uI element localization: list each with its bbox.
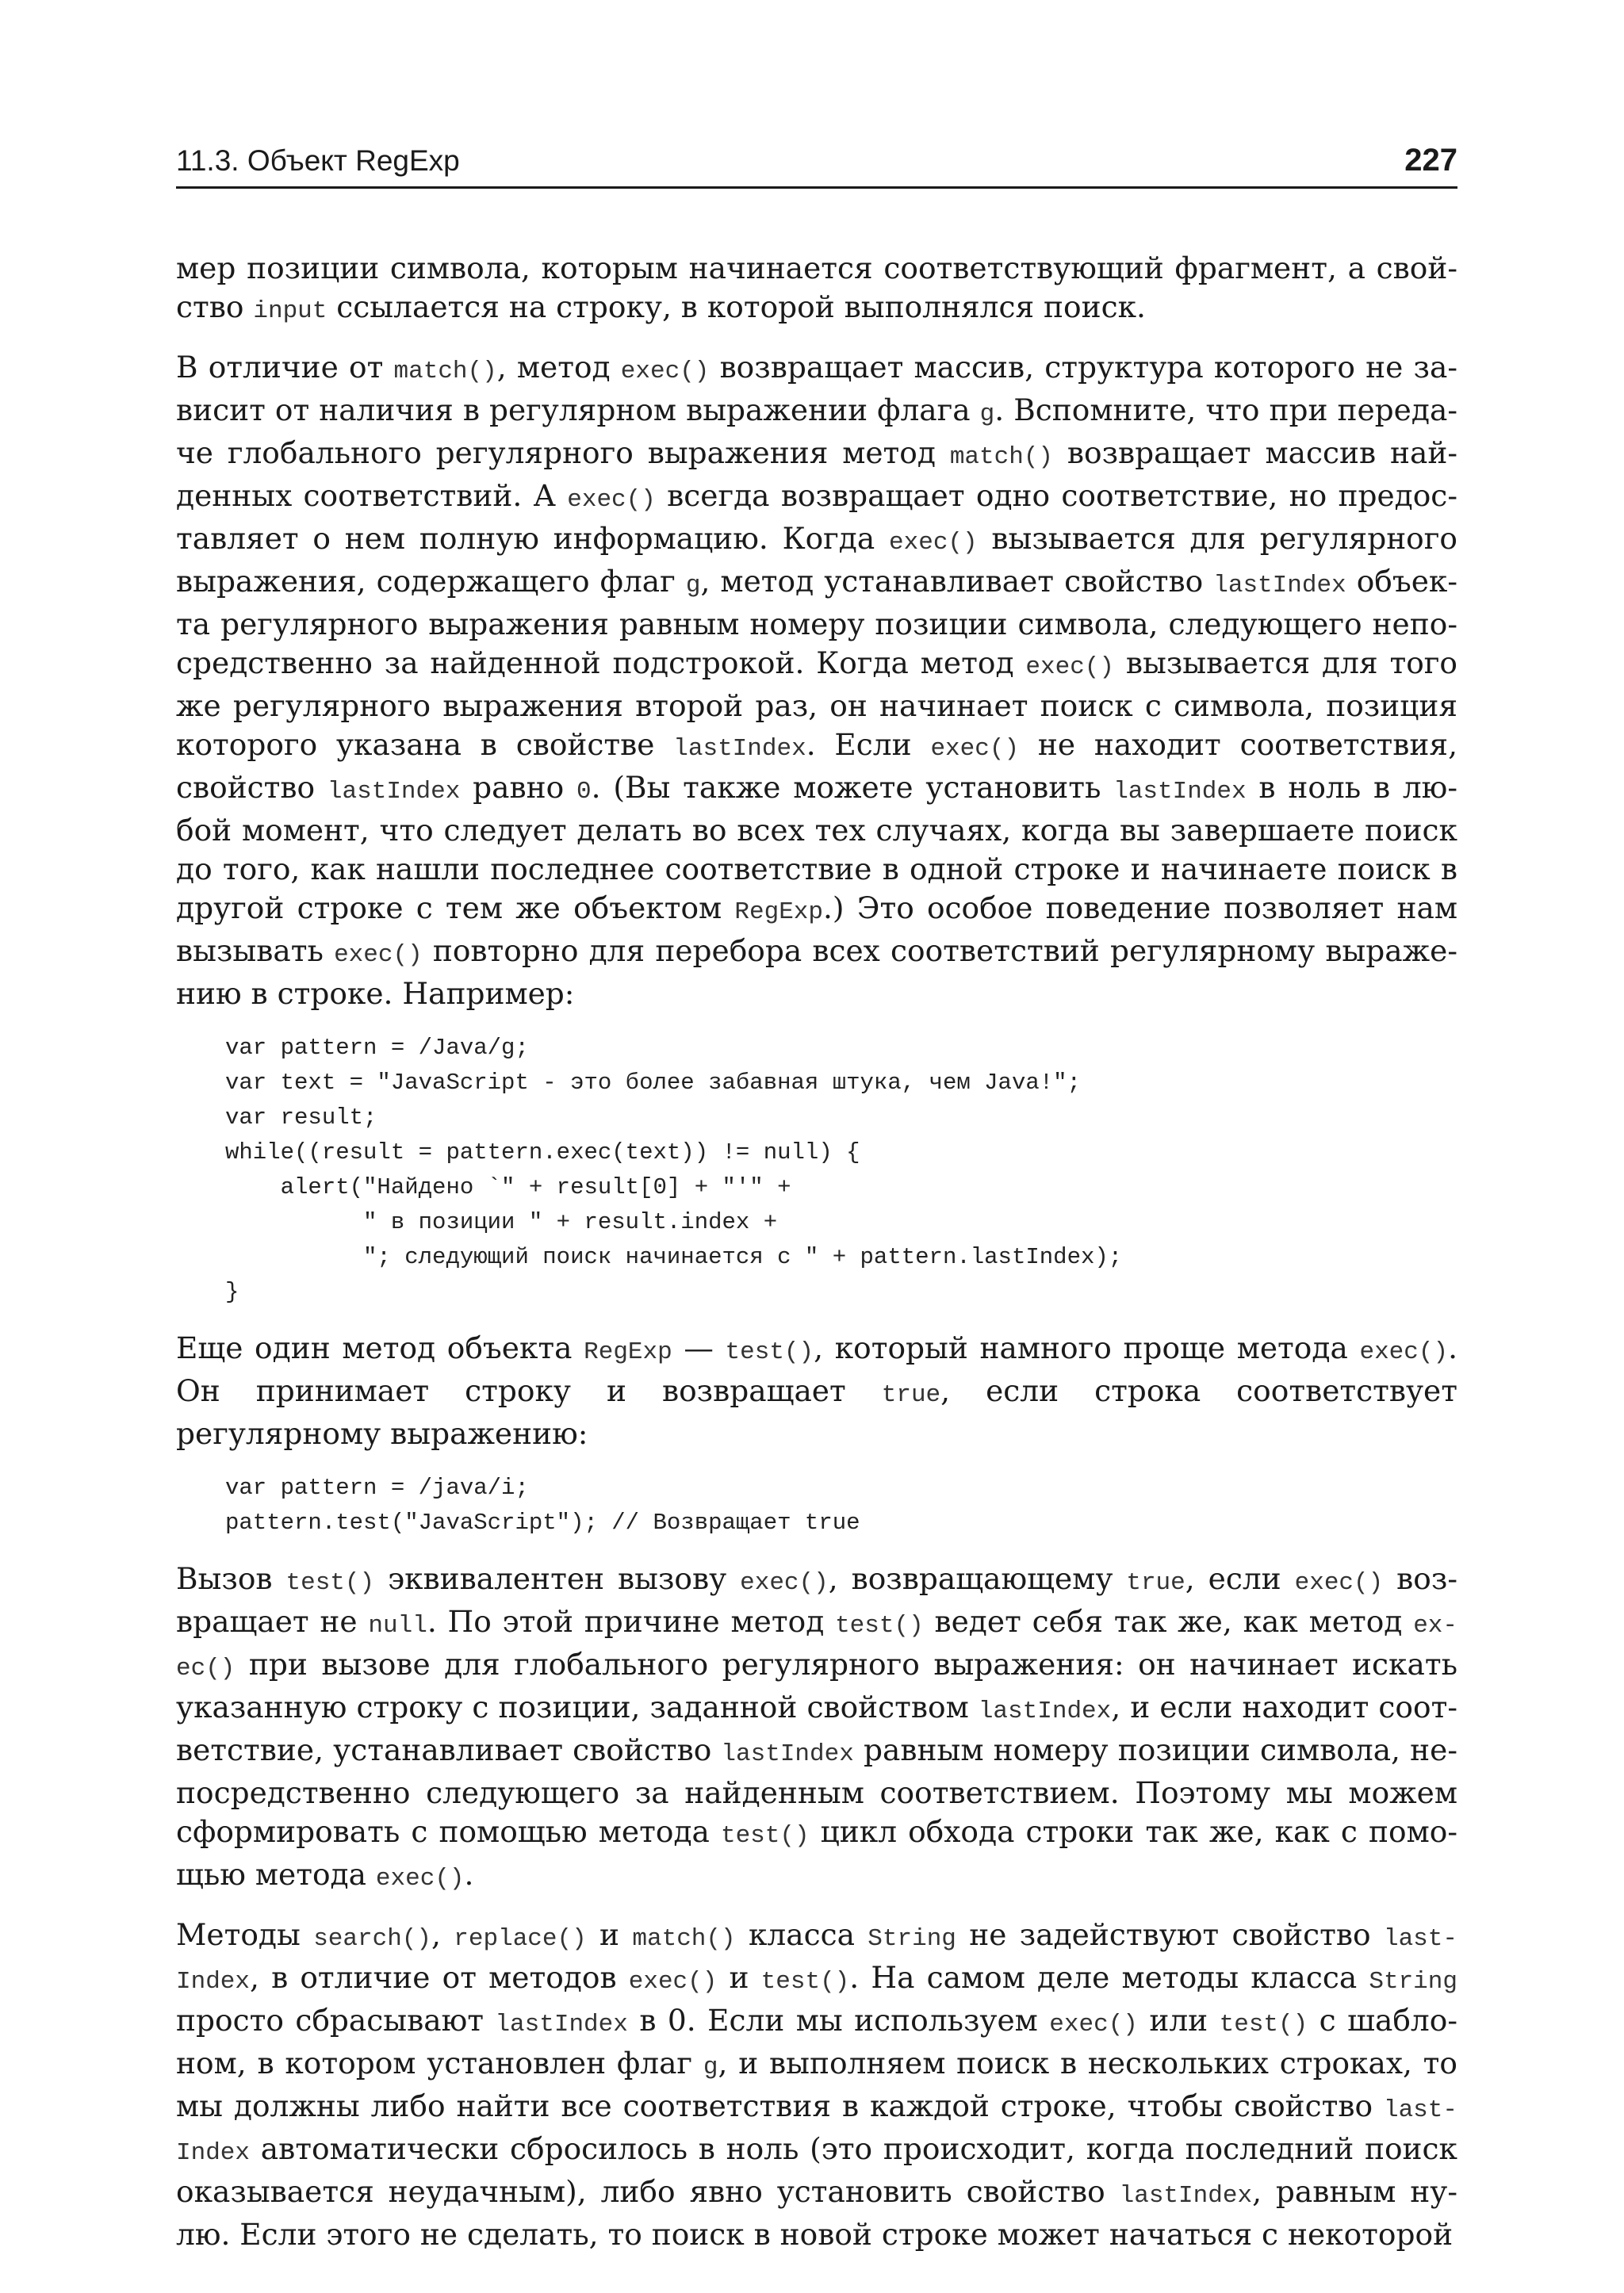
inline-code: true	[881, 1381, 941, 1409]
inline-code: exec()	[930, 735, 1020, 763]
inline-code: g	[685, 572, 701, 599]
inline-code: test()	[285, 1569, 375, 1597]
text-run: .) Это особое поведение позволяет нам вызывать	[176, 890, 1457, 968]
text-run: повторно для перебора всех соответствий регулярному выражению в строке. Например:	[176, 933, 1457, 1011]
text-run: , если строка соответствует регулярному выражению:	[176, 1373, 1457, 1451]
inline-code: input	[253, 297, 327, 325]
text-run: всегда возвращает одно соответствие, но предоставляет о нем полную информацию. Когда	[176, 478, 1457, 556]
inline-code: lastIndex	[176, 2096, 1457, 2167]
text-run: возвращает массив, структура которого не зависит от наличия в регулярном выражении флага	[176, 350, 1457, 427]
text-run: . Если	[806, 727, 931, 762]
text-run: не задействуют свойство	[956, 1917, 1384, 1952]
running-header	[176, 143, 1457, 189]
inline-code: exec()	[889, 529, 978, 557]
text-run: мер позиции символа, которым начинается соответствующий фрагмент, а свойство	[176, 251, 1457, 324]
text-run: Еще один метод объекта	[176, 1330, 584, 1365]
inline-code: lastIndex	[1119, 2182, 1253, 2210]
text-run: в ноль в любой момент, что следует делать во всех тех случаях, когда вы завершаете поиск до того, как нашли последнее соответствие в одной строке и начинаете поиск в другой строке с тем же объектом	[176, 770, 1457, 925]
inline-code: test()	[1219, 2011, 1308, 2038]
text-run: ведет себя так же, как метод	[923, 1604, 1414, 1639]
paragraph-test-method	[176, 1329, 1457, 1453]
text-run: Методы	[176, 1917, 314, 1952]
text-run: —	[672, 1330, 726, 1365]
text-run: возвращает не	[176, 1561, 1457, 1639]
inline-code: test()	[725, 1338, 814, 1366]
paragraph-continuation	[176, 249, 1457, 331]
inline-code: match()	[632, 1925, 736, 1953]
inline-code: lastIndex	[176, 1925, 1457, 1996]
text-run: , если	[1185, 1561, 1295, 1596]
text-run: , метод устанавливает свойство	[700, 564, 1214, 599]
inline-code: true	[1126, 1569, 1185, 1597]
text-run: цикл обхода строки так же, как с помощью метода	[176, 1814, 1457, 1892]
inline-code: lastIndex	[721, 1740, 854, 1768]
text-run: в 0. Если мы используем	[627, 2003, 1050, 2038]
inline-code: exec()	[334, 941, 423, 969]
text-run: Вызов	[176, 1561, 286, 1596]
text-run: , равным нулю. Если этого не сделать, то поиск в новой строке может начаться с некоторой	[176, 2174, 1457, 2252]
inline-code: exec()	[1025, 653, 1115, 681]
inline-code: lastIndex	[495, 2011, 628, 2038]
code-example-test: var pattern = /java/i; pattern.test("JavaScript"); // Возвращает true	[225, 1475, 860, 1536]
text-run: просто сбрасывают	[176, 2003, 496, 2038]
text-run: .	[464, 1857, 474, 1892]
inline-code: lastIndex	[1213, 572, 1346, 599]
text-run: с шаблоном, в котором установлен флаг	[176, 2003, 1457, 2081]
inline-code: exec()	[567, 486, 656, 514]
inline-code: lastIndex	[327, 778, 461, 806]
text-run: , метод	[496, 350, 621, 385]
inline-code: lastIndex	[673, 735, 806, 763]
text-run: возвращает массив найденных соответствий. А	[176, 435, 1457, 513]
text-run: ссылается на строку, в которой выполнялся поиск.	[327, 289, 1146, 324]
inline-code: exec()	[1049, 2011, 1138, 2038]
text-run: . (Вы также можете установить	[591, 770, 1114, 805]
text-run: не находит соответствия, свойство	[176, 727, 1457, 805]
inline-code: RegExp	[734, 898, 824, 926]
paragraph-test-equivalence	[176, 1560, 1457, 1898]
inline-code: replace()	[454, 1925, 587, 1953]
inline-code: match()	[949, 443, 1054, 471]
text-run: или	[1137, 2003, 1220, 2038]
inline-code: 0	[576, 778, 592, 806]
inline-code: String	[868, 1925, 956, 1953]
inline-code: search()	[313, 1925, 432, 1953]
inline-code: exec()	[740, 1569, 829, 1597]
text-run: и	[717, 1960, 761, 1995]
section-title: 11.3. Объект RegExp	[176, 144, 460, 177]
inline-code: exec()	[620, 358, 710, 385]
text-run: вызывается для регулярного выражения, содержащего флаг	[176, 521, 1457, 599]
text-run: эквивалентен вызову	[374, 1561, 741, 1596]
text-run: класса	[735, 1917, 868, 1952]
inline-code: exec()	[628, 1968, 718, 1996]
inline-code: exec()	[1359, 1338, 1449, 1366]
inline-code: String	[1369, 1968, 1457, 1996]
text-run: , и выполняем поиск в нескольких строках, то мы должны либо найти все соответствия в каждой строке, чтобы свойство	[176, 2046, 1458, 2123]
text-run: , возвращающему	[828, 1561, 1127, 1596]
text-run: объекта регулярного выражения равным номеру позиции символа, следующего непосредственно за найденной подстрокой. Когда метод	[176, 564, 1458, 680]
text-run: , и если находит соответствие, устанавливает свойство	[176, 1690, 1457, 1767]
inline-code: null	[368, 1612, 427, 1640]
inline-code: RegExp	[584, 1338, 672, 1366]
text-run: . Он принимает строку и возвращает	[176, 1330, 1458, 1408]
text-run: . По этой причине метод	[427, 1604, 836, 1639]
page-body	[176, 249, 1457, 2272]
text-run: . Вспомните, что при передаче глобального регулярного выражения метод	[176, 392, 1457, 470]
inline-code: exec()	[1294, 1569, 1384, 1597]
inline-code: lastIndex	[978, 1698, 1112, 1725]
inline-code: test()	[760, 1968, 850, 1996]
page-number: 227	[1404, 143, 1457, 178]
inline-code: g	[703, 2054, 718, 2081]
text-run: вызывается для того же регулярного выражения второй раз, он начинает поиск с символа, позиция которого указана в свойстве	[176, 645, 1458, 762]
inline-code: lastIndex	[1113, 778, 1247, 806]
inline-code: exec()	[375, 1865, 465, 1893]
text-run: автоматически сбросилось в ноль (это происходит, когда последний поиск оказывается неудачным), либо явно установить свойство	[176, 2131, 1457, 2209]
text-run: В отличие от	[176, 350, 394, 385]
text-run: . На самом деле методы класса	[849, 1960, 1369, 1995]
code-example-exec-loop: var pattern = /Java/g; var text = "JavaScript - это более забавная штука, чем Java!"; var result; while((result = pattern.exec(text)) != null) { alert("Найдено `" + result[0] + "'" + " в позиции " + result.index + "; следующий поиск начинается с " + pattern.lastIndex); }	[225, 1035, 1123, 1305]
inline-code: g	[979, 400, 995, 428]
inline-code: test()	[720, 1822, 810, 1850]
text-run: и	[586, 1917, 633, 1952]
inline-code: match()	[393, 358, 497, 385]
text-run: при вызове для глобального регулярного выражения: он начинает искать указанную строку с позиции, заданной свойством	[176, 1647, 1457, 1725]
inline-code: test()	[835, 1612, 924, 1640]
inline-code: exec()	[176, 1612, 1458, 1682]
text-run: равным номеру позиции символа, непосредственно следующего за найденным соответствием. Поэтому мы можем сформировать с помощью метода	[176, 1732, 1457, 1849]
paragraph-string-methods	[176, 1916, 1457, 2254]
text-run: , который намного проще метода	[814, 1330, 1360, 1365]
text-run: ,	[431, 1917, 454, 1952]
text-run: равно	[460, 770, 577, 805]
text-run: , в отличие от методов	[250, 1960, 629, 1995]
paragraph-exec-description	[176, 348, 1457, 1013]
